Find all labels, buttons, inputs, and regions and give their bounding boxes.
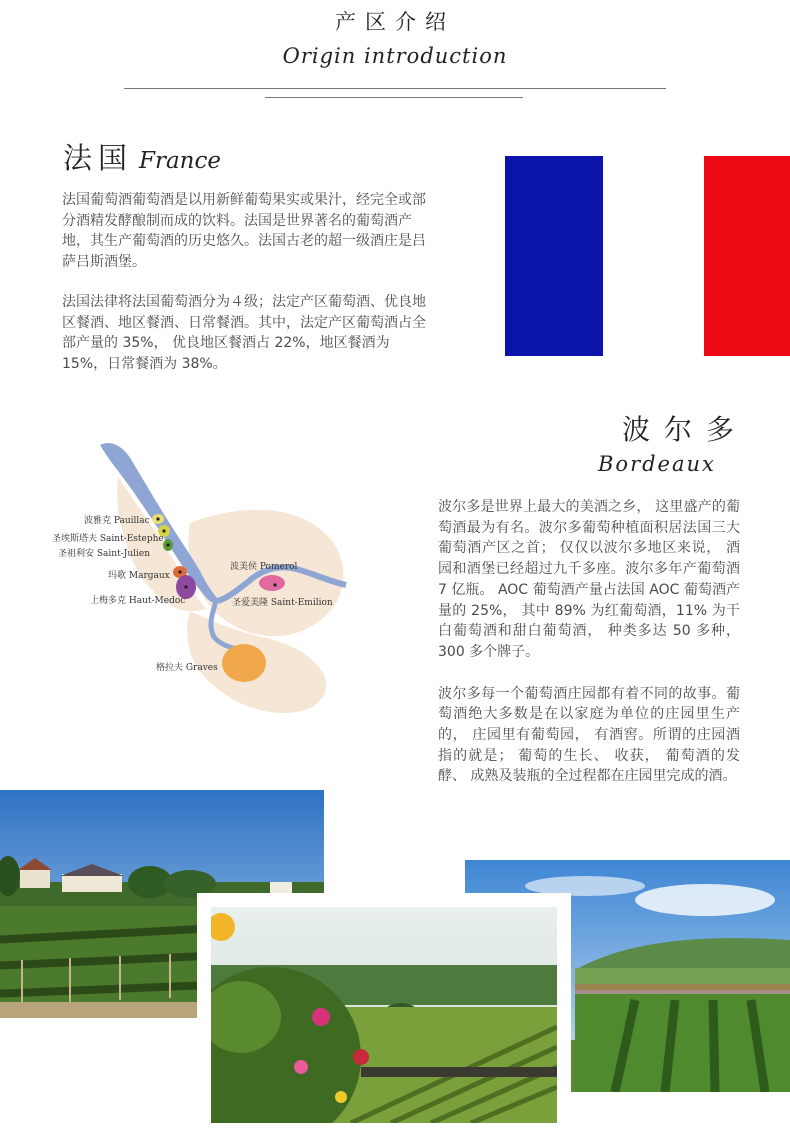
map-label-margaux: 玛歌 Margaux	[108, 571, 170, 581]
map-marker	[162, 529, 165, 532]
flag-blue-stripe	[505, 156, 603, 356]
bordeaux-map	[40, 425, 420, 725]
map-marker	[184, 585, 187, 588]
map-label-pauillac: 波雅克 Pauillac	[84, 516, 150, 526]
header-divider	[124, 88, 666, 89]
map-marker	[156, 517, 159, 520]
bordeaux-description	[438, 497, 740, 808]
bordeaux-paragraph: 波尔多是世界上最大的美酒之乡， 这里盛产的葡萄酒最为有名。波尔多葡萄种植面积居法国三大葡萄酒产区之首； 仅仅以波尔多地区来说， 酒园和酒堡已经超过九千多座。波尔多年产葡萄酒 7 亿瓶。 AOC 葡萄酒产量占法国 AOC 葡萄酒产量的 25%， 其中 89% 为红葡萄酒，11% 为干白葡萄酒和甜白葡萄酒， 种类多达 50 多种，300 多个牌子。	[438, 499, 740, 660]
bordeaux-title-cn: 波尔多	[622, 413, 749, 446]
section-title-cn: 产区介绍	[335, 10, 455, 34]
france-title-en: France	[139, 148, 221, 174]
france-description	[62, 190, 432, 394]
section-title-en: Origin introduction	[282, 44, 508, 68]
flag-red-stripe	[704, 156, 790, 356]
header-divider-short	[265, 97, 523, 98]
bordeaux-paragraph: 波尔多每一个葡萄酒庄园都有着不同的故事。葡萄酒绝大多数是在以家庭为单位的庄园里生产的， 庄园里有葡萄园， 有酒窖。所谓的庄园酒指的就是； 葡萄的生长、 收获， 葡萄酒的发酵、 成熟及装瓶的全过程都在庄园里完成的酒。	[438, 685, 740, 785]
france-title-cn: 法国	[63, 141, 134, 175]
map-label-saint-estephe: 圣埃斯塔夫 Saint-Estephe	[52, 534, 164, 544]
map-marker	[273, 583, 276, 586]
bordeaux-title-en: Bordeaux	[598, 452, 716, 476]
france-paragraph: 法国法律将法国葡萄酒分为４级；法定产区葡萄酒、优良地区餐酒、地区餐酒、日常餐酒。其中，法定产区葡萄酒占全部产量的 35%， 优良地区餐酒占 22%，地区餐酒为 15%，日常餐酒为 38%。	[62, 294, 426, 372]
france-title	[63, 136, 221, 177]
map-label-graves: 格拉夫 Graves	[156, 663, 218, 673]
map-label-pomerol: 波美侯 Pomerol	[230, 562, 298, 572]
map-area-pomerol	[259, 575, 285, 591]
map-marker	[178, 570, 181, 573]
flag-white-stripe	[603, 156, 704, 356]
map-label-saint-emilion: 圣爱美隆 Saint-Emilion	[232, 598, 333, 608]
france-paragraph: 法国葡萄酒葡萄酒是以用新鲜葡萄果实或果汁，经完全或部分酒精发酵酿制而成的饮料。法国是世界著名的葡萄酒产地，其生产葡萄酒的历史悠久。法国古老的超一级酒庄是吕萨吕斯酒堡。	[62, 192, 426, 270]
map-label-saint-julien: 圣祖利安 Saint-Julien	[58, 549, 151, 559]
flowers-vineyard-photo	[197, 893, 571, 1137]
map-label-haut-medoc: 上梅多克 Haut-Medoc	[90, 596, 186, 606]
french-flag	[505, 156, 790, 356]
map-area-graves	[222, 644, 266, 682]
map-marker	[166, 543, 169, 546]
